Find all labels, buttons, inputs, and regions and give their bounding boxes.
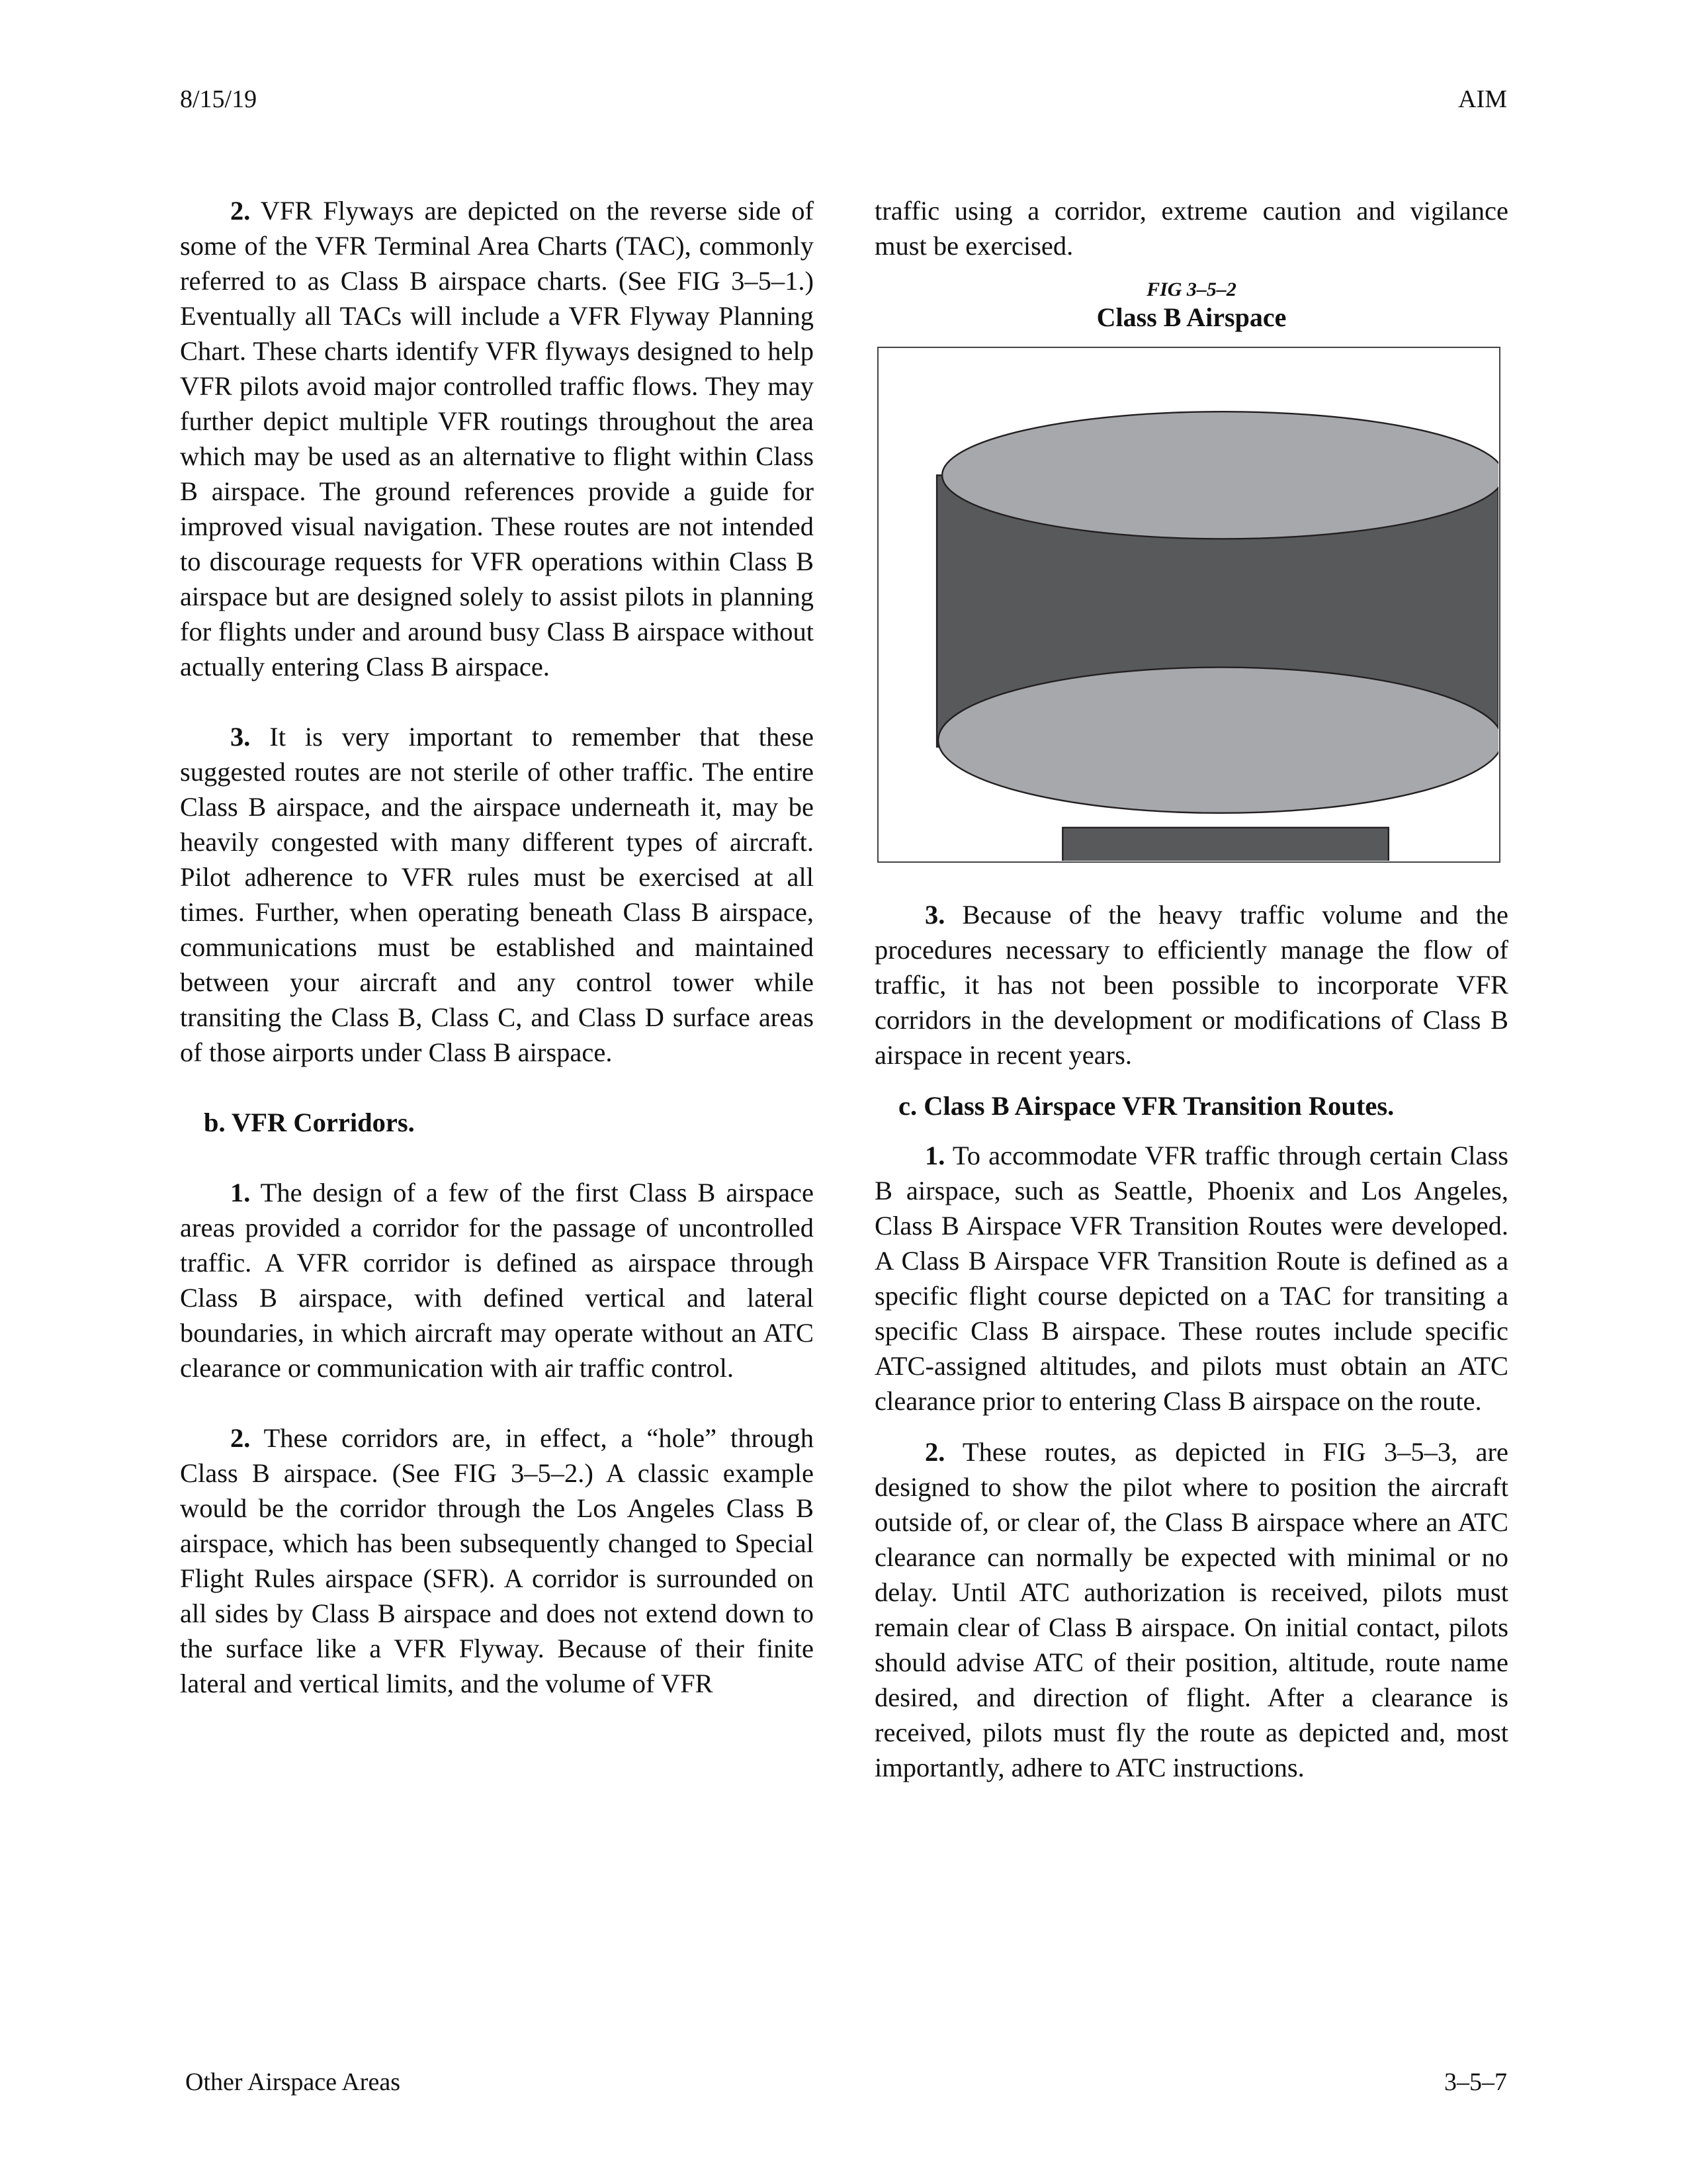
paragraph-number: 3. (230, 722, 251, 752)
paragraph-transition-2 (875, 1434, 1508, 1785)
paragraph-corridors-1 (180, 1175, 814, 1385)
paragraph-text: traffic using a corridor, extreme caution and vigilance must be exercised. (875, 196, 1508, 261)
tier-middle (1062, 828, 1389, 861)
tier-middle-wall (1062, 828, 1389, 861)
header-title: AIM (1458, 85, 1507, 113)
paragraph-number: 2. (925, 1437, 945, 1467)
paragraph-corridors-2-continued (875, 193, 1508, 263)
figure-frame (877, 347, 1500, 863)
paragraph-text: These routes, as depicted in FIG 3–5–3, are designed to show the pilot where to position the aircraft outside of, or clear of, the Class B airspace where an ATC clearance can normally be expected with minimal or no delay. Until ATC authorization is received, pilots must remain clear of Class B airspace. On initial contact, pilots should advise ATC of their position, altitude, route name desired, and direction of flight. After a clearance is received, pilots must fly the route as depicted and, most importantly, adhere to ATC instructions. (875, 1437, 1508, 1782)
paragraph-text: It is very important to remember that these suggested routes are not sterile of other traffic. The entire Class B airspace, and the airspace underneath it, may be heavily congested with many different types of aircraft. Pilot adherence to VFR rules must be exercised at all times. Further, when operating beneath Class B airspace, communications must be established and maintained between your aircraft and any control tower while transiting the Class B, Class C, and Class D surface areas of those airports under Class B airspace. (180, 722, 814, 1067)
paragraph-number: 2. (230, 196, 251, 226)
paragraph-corridors-3 (875, 897, 1508, 1072)
section-heading-vfr-corridors: b. VFR Corridors. (204, 1108, 415, 1137)
paragraph-number: 2. (230, 1423, 251, 1453)
right-column (875, 193, 1508, 1820)
paragraph-text: The design of a few of the first Class B airspace areas provided a corridor for the passage of uncontrolled traffic. A VFR corridor is defined as airspace through Class B airspace, with defined vertical and lateral boundaries, in which aircraft may operate without an ATC clearance or communication with air traffic control. (180, 1178, 814, 1383)
header-date: 8/15/19 (180, 85, 257, 113)
tier-top-ceiling (942, 412, 1498, 539)
tier-top (937, 412, 1498, 813)
paragraph-text: These corridors are, in effect, a “hole” through Class B airspace. (See FIG 3–5–2.) A classic example would be the corridor through the Los Angeles Class B airspace, which has been subsequently changed to Special Flight Rules airspace (SFR). A corridor is surrounded on all sides by Class B airspace and does not extend down to the surface like a VFR Flyway. Because of their finite lateral and vertical limits, and the volume of VFR (180, 1423, 814, 1698)
left-column (180, 193, 814, 1701)
paragraph-corridors-2 (180, 1420, 814, 1701)
paragraph-number: 1. (925, 1141, 945, 1170)
paragraph-text: To accommodate VFR traffic through certain Class B airspace, such as Seattle, Phoenix and Los Angeles, Class B Airspace VFR Transition Routes were developed. A Class B Airspace VFR Transition Route is defined as a specific flight course depicted on a TAC for transiting a specific Class B airspace. These routes include specific ATC-assigned altitudes, and pilots must obtain an ATC clearance prior to entering Class B airspace on the route. (875, 1141, 1508, 1416)
figure-title: Class B Airspace (1096, 302, 1287, 332)
paragraph-number: 1. (230, 1178, 251, 1207)
footer-section-name: Other Airspace Areas (185, 2068, 400, 2096)
paragraph-flyways-2 (180, 193, 814, 684)
paragraph-number: 3. (925, 900, 945, 930)
figure-label: FIG 3–5–2 (1146, 279, 1236, 300)
paragraph-text: VFR Flyways are depicted on the reverse side of some of the VFR Terminal Area Charts (TAC), commonly referred to as Class B airspace charts. (See FIG 3–5–1.) Eventually all TACs will include a VFR Flyway Planning Chart. These charts identify VFR flyways designed to help VFR pilots avoid major controlled traffic flows. They may further depict multiple VFR routings throughout the area which may be used as an alternative to flight within Class B airspace. The ground references provide a guide for improved visual navigation. These routes are not intended to discourage requests for VFR operations within Class B airspace but are designed solely to assist pilots in planning for flights under and around busy Class B airspace without actually entering Class B airspace. (180, 196, 814, 681)
tier-top-floor (938, 668, 1498, 813)
section-heading-transition-routes: c. Class B Airspace VFR Transition Routes. (898, 1091, 1395, 1121)
figure-class-b-airspace (875, 278, 1508, 863)
class-b-airspace-diagram (879, 348, 1498, 861)
paragraph-transition-1 (875, 1138, 1508, 1419)
footer-page-number: 3–5–7 (1444, 2068, 1507, 2096)
paragraph-flyways-3 (180, 719, 814, 1070)
paragraph-text: Because of the heavy traffic volume and the procedures necessary to efficiently manage the flow of traffic, it has not been possible to incorporate VFR corridors in the development or modifications of Class B airspace in recent years. (875, 900, 1509, 1070)
